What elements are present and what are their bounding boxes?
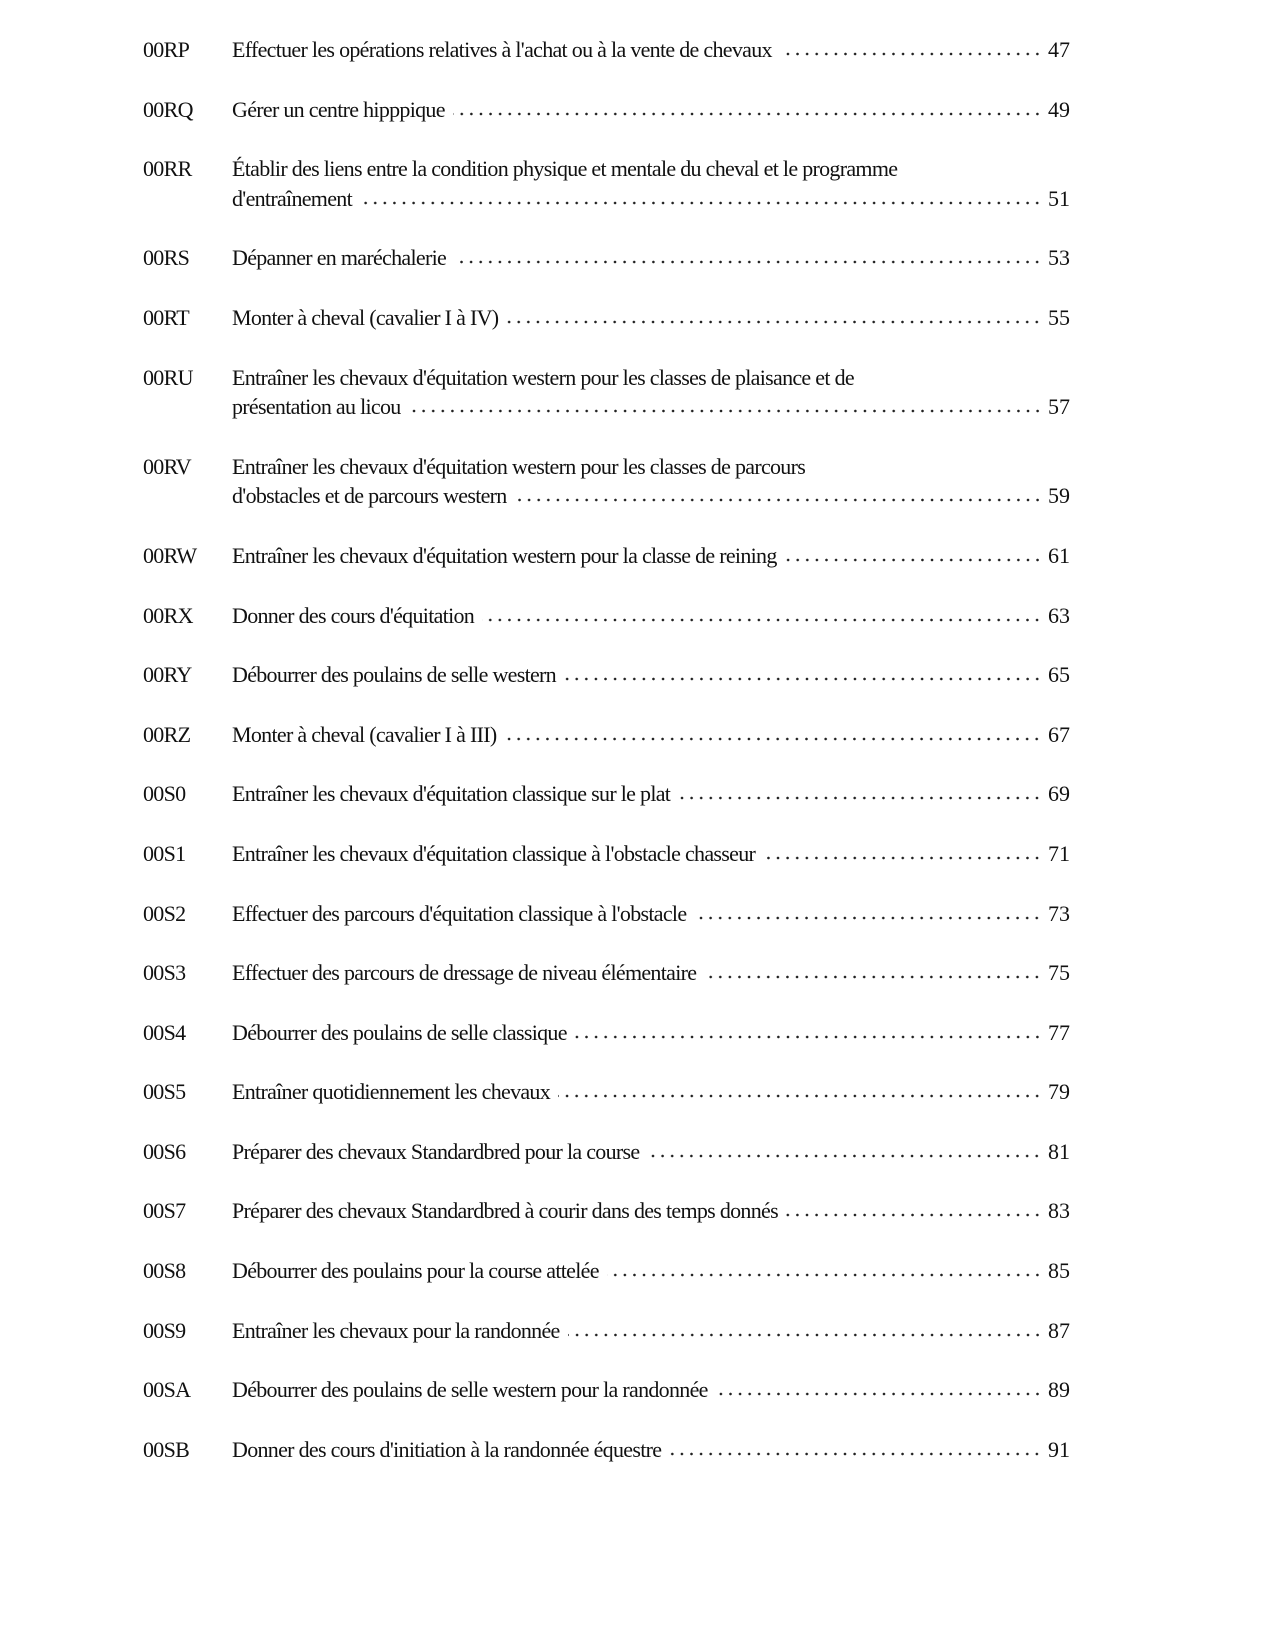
competency-code: 00S7 — [143, 1198, 186, 1224]
dot-leader — [409, 408, 1042, 414]
toc-entry — [143, 243, 1070, 273]
entry-title: Établir des liens entre la condition physique et mentale du cheval et le programme — [232, 156, 898, 182]
entry-title: Donner des cours d'initiation à la randonnée équestre — [232, 1436, 662, 1462]
competency-code: 00RU — [143, 364, 193, 390]
toc-entry — [143, 660, 1070, 690]
entry-title: Dépanner en maréchalerie — [232, 245, 447, 271]
dot-leader — [482, 617, 1042, 623]
competency-code: 00S0 — [143, 781, 186, 807]
toc-entry — [143, 601, 1070, 631]
entry-title: Effectuer des parcours de dressage de niveau élémentaire — [232, 960, 697, 986]
competency-code: 00S2 — [143, 900, 186, 926]
table-of-contents — [143, 35, 1070, 1494]
dot-leader — [704, 974, 1042, 980]
dot-leader — [568, 1332, 1042, 1338]
competency-code: 00RY — [143, 662, 192, 688]
competency-code: 00RV — [143, 453, 191, 479]
toc-entry — [143, 1435, 1070, 1465]
competency-code: 00S9 — [143, 1317, 186, 1343]
toc-entry — [143, 839, 1070, 869]
toc-entry — [143, 154, 1070, 213]
toc-entry — [143, 1316, 1070, 1346]
page-number: 79 — [1048, 1079, 1070, 1105]
dot-leader — [607, 1272, 1042, 1278]
competency-code: 00RX — [143, 602, 193, 628]
toc-entry — [143, 1375, 1070, 1405]
toc-entry — [143, 1256, 1070, 1286]
entry-title: Entraîner les chevaux d'équitation classique sur le plat — [232, 781, 671, 807]
dot-leader — [515, 497, 1042, 503]
entry-title: Débourrer des poulains de selle western — [232, 662, 556, 688]
page-number: 51 — [1048, 185, 1070, 211]
competency-code: 00RZ — [143, 721, 191, 747]
competency-code: 00RW — [143, 542, 197, 568]
entry-title: Monter à cheval (cavalier I à IV) — [232, 304, 499, 330]
toc-entry — [143, 899, 1070, 929]
entry-title: Préparer des chevaux Standardbred à courir dans des temps donnés — [232, 1198, 778, 1224]
entry-title: Monter à cheval (cavalier I à III) — [232, 721, 497, 747]
competency-code: 00S8 — [143, 1258, 186, 1284]
competency-code: 00RS — [143, 245, 190, 271]
page-number: 77 — [1048, 1019, 1070, 1045]
page-number: 65 — [1048, 662, 1070, 688]
toc-entry — [143, 363, 1070, 422]
toc-entry — [143, 1018, 1070, 1048]
toc-entry — [143, 452, 1070, 511]
competency-code: 00RP — [143, 37, 190, 62]
competency-code: 00SA — [143, 1377, 191, 1403]
dot-leader — [786, 1212, 1042, 1218]
entry-title: Entraîner les chevaux d'équitation western pour la classe de reining — [232, 542, 777, 568]
page-number: 49 — [1048, 96, 1070, 122]
entry-title: Entraîner les chevaux d'équitation western pour les classes de parcours — [232, 453, 806, 479]
toc-entry — [143, 779, 1070, 809]
toc-entry — [143, 303, 1070, 333]
dot-leader — [763, 855, 1042, 861]
page-number: 63 — [1048, 602, 1070, 628]
page-number: 71 — [1048, 840, 1070, 866]
competency-code: 00S5 — [143, 1079, 186, 1105]
dot-leader — [785, 557, 1042, 563]
competency-code: 00S4 — [143, 1019, 186, 1045]
dot-leader — [360, 200, 1042, 206]
dot-leader — [678, 795, 1042, 801]
toc-entry — [143, 958, 1070, 988]
page-number: 67 — [1048, 721, 1070, 747]
page-number: 69 — [1048, 781, 1070, 807]
dot-leader — [564, 676, 1042, 682]
page-number: 91 — [1048, 1436, 1070, 1462]
page-number: 61 — [1048, 542, 1070, 568]
entry-title: Effectuer des parcours d'équitation classique à l'obstacle — [232, 900, 687, 926]
entry-title: Gérer un centre hipppique — [232, 96, 445, 122]
competency-code: 00RQ — [143, 96, 193, 122]
toc-entry — [143, 1196, 1070, 1226]
dot-leader — [669, 1451, 1042, 1457]
dot-leader — [454, 259, 1042, 265]
page-number: 75 — [1048, 960, 1070, 986]
entry-title: d'entraînement — [232, 185, 352, 211]
page-number: 47 — [1048, 37, 1070, 62]
dot-leader — [504, 736, 1042, 742]
entry-title: Entraîner les chevaux d'équitation classique à l'obstacle chasseur — [232, 840, 756, 866]
entry-title: Entraîner les chevaux pour la randonnée — [232, 1317, 560, 1343]
toc-entry — [143, 1077, 1070, 1107]
entry-title: Effectuer les opérations relatives à l'achat ou à la vente de chevaux — [232, 37, 772, 62]
entry-title: Entraîner quotidiennement les chevaux — [232, 1079, 551, 1105]
entry-title: Débourrer des poulains de selle classique — [232, 1019, 567, 1045]
dot-leader — [780, 51, 1042, 57]
entry-title: présentation au licou — [232, 394, 401, 420]
page-number: 55 — [1048, 304, 1070, 330]
page-number: 57 — [1048, 394, 1070, 420]
entry-title: Donner des cours d'équitation — [232, 602, 475, 628]
competency-code: 00RT — [143, 304, 189, 330]
entry-title: Préparer des chevaux Standardbred pour la course — [232, 1138, 640, 1164]
competency-code: 00SB — [143, 1436, 190, 1462]
entry-title: Entraîner les chevaux d'équitation western pour les classes de plaisance et de — [232, 364, 854, 390]
toc-entry — [143, 35, 1070, 65]
page-number: 73 — [1048, 900, 1070, 926]
dot-leader — [506, 319, 1042, 325]
page-number: 85 — [1048, 1258, 1070, 1284]
dot-leader — [575, 1034, 1042, 1040]
page-number: 59 — [1048, 483, 1070, 509]
competency-code: 00S1 — [143, 840, 186, 866]
page-number: 81 — [1048, 1138, 1070, 1164]
entry-title: Débourrer des poulains pour la course attelée — [232, 1258, 599, 1284]
page-number: 89 — [1048, 1377, 1070, 1403]
dot-leader — [558, 1093, 1042, 1099]
dot-leader — [716, 1391, 1042, 1397]
page-number: 83 — [1048, 1198, 1070, 1224]
toc-entry — [143, 720, 1070, 750]
page-number: 87 — [1048, 1317, 1070, 1343]
dot-leader — [647, 1153, 1042, 1159]
dot-leader — [453, 111, 1042, 117]
toc-entry — [143, 541, 1070, 571]
competency-code: 00S6 — [143, 1138, 186, 1164]
entry-title: Débourrer des poulains de selle western pour la randonnée — [232, 1377, 708, 1403]
dot-leader — [694, 915, 1042, 921]
toc-entry — [143, 1137, 1070, 1167]
toc-entry — [143, 95, 1070, 125]
competency-code: 00RR — [143, 156, 192, 182]
entry-title: d'obstacles et de parcours western — [232, 483, 507, 509]
page-number: 53 — [1048, 245, 1070, 271]
competency-code: 00S3 — [143, 960, 186, 986]
